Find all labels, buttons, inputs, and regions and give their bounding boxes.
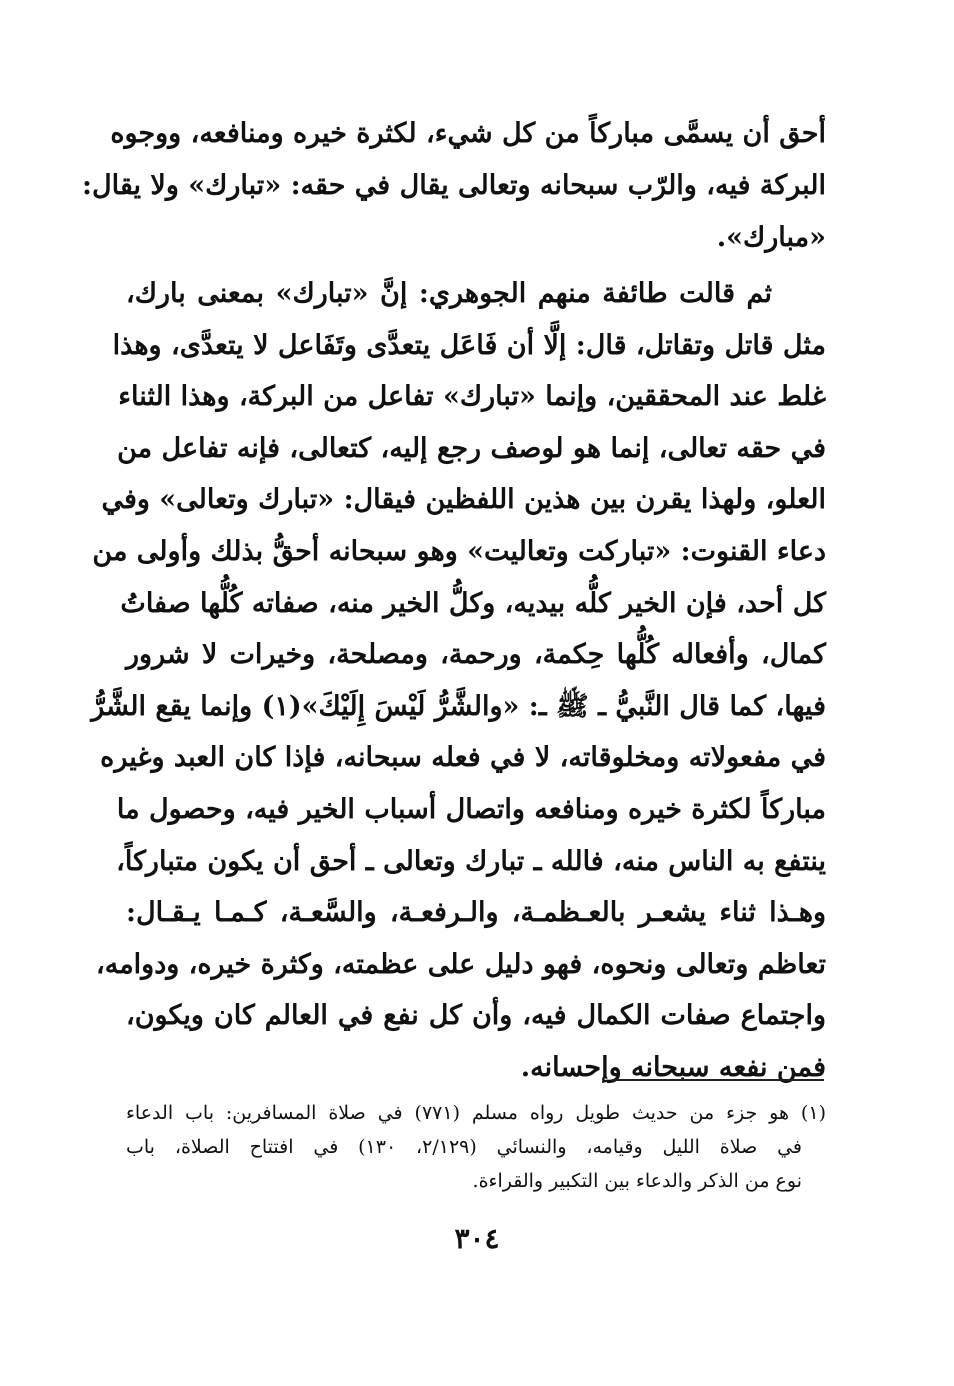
text-line: العلو، ولهذا يقرن بين هذين اللفظين فيقال: «تبارك وتعالى» وفي <box>101 484 826 516</box>
text-line: دعاء القنوت: «تباركت وتعاليت» وهو سبحانه أحقُّ بذلك وأولى من <box>92 535 826 567</box>
text-line: ثم قالت طائفة منهم الجوهري: إنَّ «تبارك» بمعنى بارك، <box>126 278 772 309</box>
text-line: في مفعولاته ومخلوقاته، لا في فعله سبحانه، فإذا كان العبد وغيره <box>100 742 826 774</box>
text-line: البركة فيه، والرّب سبحانه وتعالى يقال في حقه: «تبارك» ولا يقال: <box>82 170 826 201</box>
footnote-line: نوع من الذكر والدعاء بين التكبير والقراءة. <box>472 1170 802 1192</box>
text-line: مباركاً لكثرة خيره ومنافعه واتصال أسباب الخير فيه، وحصول ما <box>116 793 826 825</box>
text-line: مثل قاتل وتقاتل، قال: إلَّا أن فَاعَل يتعدَّى وتَفَاعل لا يتعدَّى، وهذا <box>112 329 826 361</box>
text-line: أحق أن يسمَّى مباركاً من كل شيء، لكثرة خيره ومنافعه، ووجوه <box>110 118 826 149</box>
text-line: «مبارك». <box>716 222 826 253</box>
paragraph-1 <box>82 108 826 264</box>
text-line: في حقه تعالى، إنما هو لوصف رجع إليه، كتعالى، فإنه تفاعل من <box>117 432 826 464</box>
text-line: ينتفع به الناس منه، فالله ـ تبارك وتعالى ـ أحق أن يكون متباركاً، <box>116 845 826 877</box>
text-line: كل أحد، فإن الخير كلُّه بيديه، وكلُّ الخير منه، صفاته كُلُّها صفاتُ <box>120 587 826 619</box>
text-line: فمن نفعه سبحانه وإحسانه. <box>520 1051 826 1083</box>
text-line: تعاظم وتعالى ونحوه، فهو دليل على عظمته، وكثرة خيره، ودوامه، <box>96 948 826 980</box>
text-line: غلط عند المحققين، وإنما «تبارك» تفاعل من البركة، وهذا الثناء <box>118 381 826 413</box>
paragraph-2 <box>91 268 826 1094</box>
text-line: واجتماع صفات الكمال فيه، وأن كل نفع في العالم كان ويكون، <box>126 1000 826 1032</box>
text-line: وهـذا ثناء يشعـر بالعـظمـة، والـرفعـة، والسَّعـة، كـمـا يـقـال: <box>126 897 826 929</box>
footnote-divider <box>612 1079 824 1081</box>
footnote-line: (١) هو جزء من حديث طويل رواه مسلم (٧٧١) في صلاة المسافرين: باب الدعاء <box>126 1102 826 1124</box>
page-number: ٣٠٤ <box>454 1222 500 1255</box>
text-line: كمال، وأفعاله كُلُّها حِكمة، ورحمة، ومصلحة، وخيرات لا شرور <box>126 639 826 671</box>
footnotes <box>126 1096 826 1198</box>
text-line: فيها، كما قال النَّبيُّ ـ ﷺ ـ: «والشَّرُّ لَيْسَ إِلَيْكَ»(١) وإنما يقع الشَّرُّ <box>91 690 826 722</box>
footnote-line: في صلاة الليل وقيامه، والنسائي (٢/١٢٩، ١٣٠) في افتتاح الصلاة، باب <box>126 1136 802 1158</box>
